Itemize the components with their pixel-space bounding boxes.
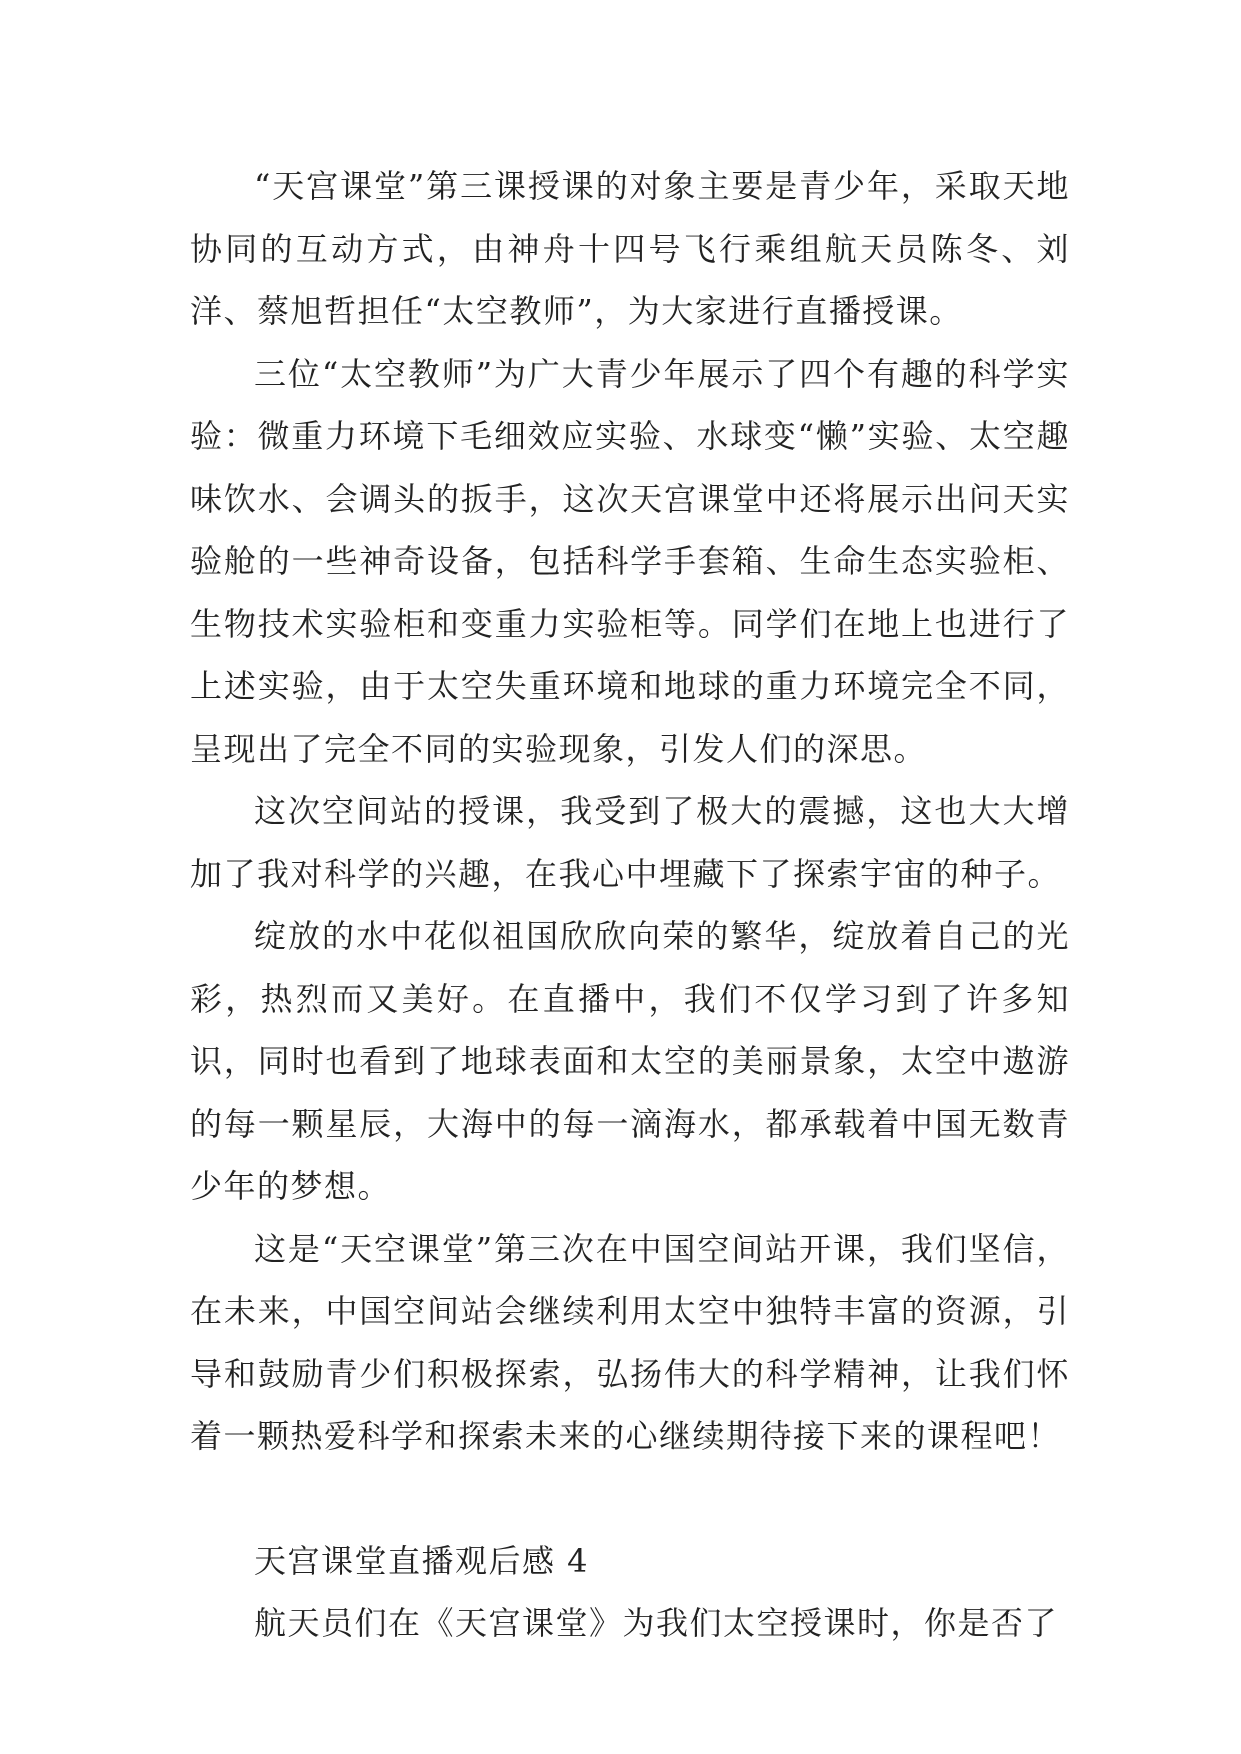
paragraph-4: 绽放的水中花似祖国欣欣向荣的繁华，绽放着自己的光彩，热烈而又美好。在直播中，我们不仅学习到了许多知识，同时也看到了地球表面和太空的美丽景象，太空中遨游的每一颗星辰，大海中的每一滴海水，都承载着中国无数青少年的梦想。 bbox=[190, 917, 1070, 1205]
paragraph-1: “天宫课堂”第三课授课的对象主要是青少年，采取天地协同的互动方式，由神舟十四号飞行乘组航天员陈冬、刘洋、蔡旭哲担任“太空教师”，为大家进行直播授课。 bbox=[190, 167, 1070, 330]
paragraph-2: 三位“太空教师”为广大青少年展示了四个有趣的科学实验：微重力环境下毛细效应实验、水球变“懒”实验、太空趣味饮水、会调头的扳手，这次天宫课堂中还将展示出问天实验舱的一些神奇设备，包括科学手套箱、生命生态实验柜、生物技术实验柜和变重力实验柜等。同学们在地上也进行了上述实验，由于太空失重环境和地球的重力环境完全不同，呈现出了完全不同的实验现象，引发人们的深思。 bbox=[190, 354, 1070, 768]
paragraph-3: 这次空间站的授课，我受到了极大的震撼，这也大大增加了我对科学的兴趣，在我心中埋藏下了探索宇宙的种子。 bbox=[190, 792, 1070, 893]
document-body bbox=[190, 155, 1070, 1655]
paragraph-6: 航天员们在《天宫课堂》为我们太空授课时，你是否了 bbox=[254, 1604, 1059, 1642]
section-spacer bbox=[190, 1468, 1070, 1530]
paragraph-5: 这是“天空课堂”第三次在中国空间站开课，我们坚信，在未来，中国空间站会继续利用太空中独特丰富的资源，引导和鼓励青少们积极探索，弘扬伟大的科学精神，让我们怀着一颗热爱科学和探索未来的心继续期待接下来的课程吧！ bbox=[190, 1229, 1070, 1455]
section-title: 天宫课堂直播观后感 4 bbox=[254, 1541, 590, 1580]
